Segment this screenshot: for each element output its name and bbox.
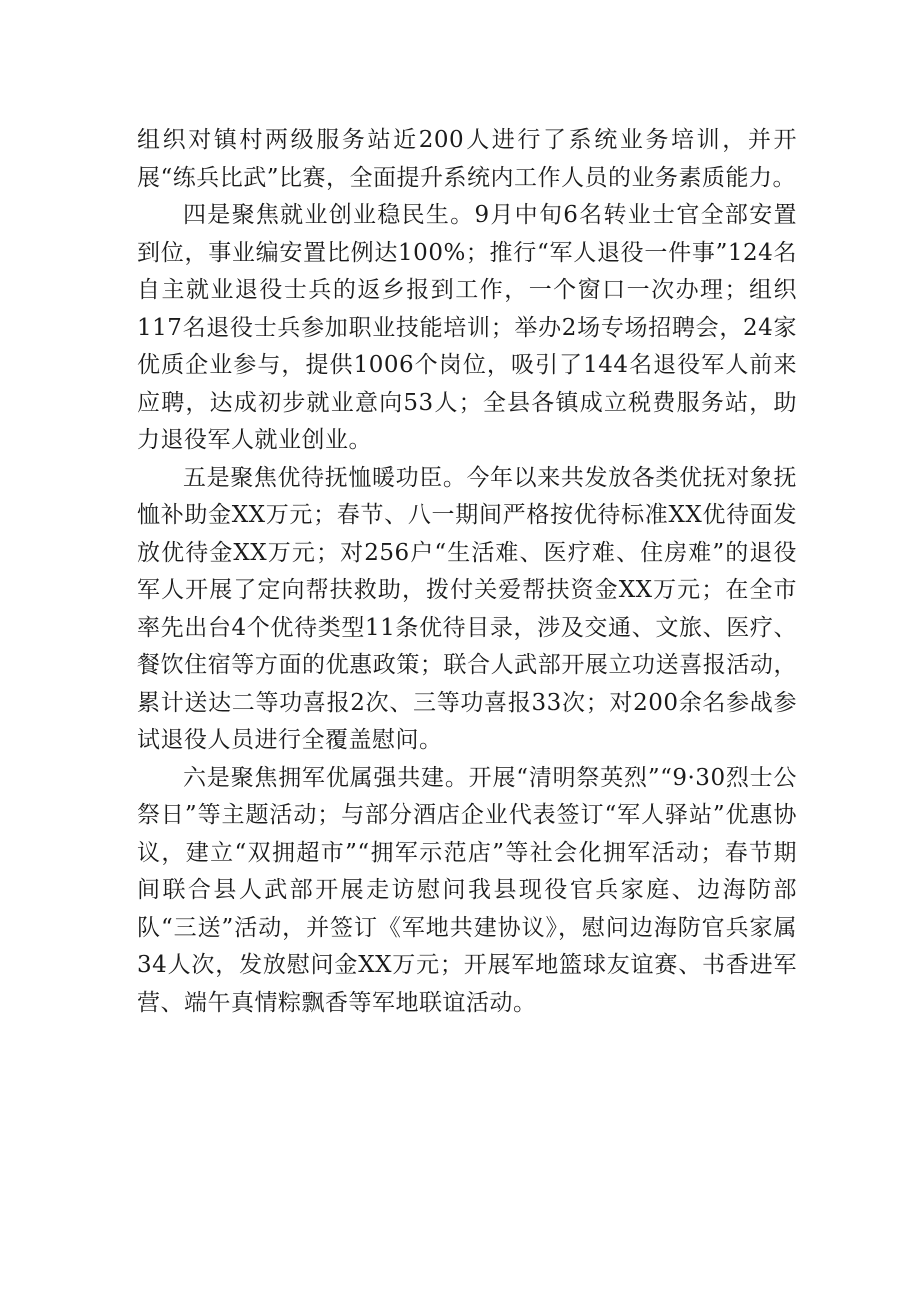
paragraph-continuation: 组织对镇村两级服务站近200人进行了系统业务培训，并开展“练兵比武”比赛，全面提升系统内工作人员的业务素质能力。 — [137, 127, 797, 191]
document-body — [137, 122, 797, 1022]
paragraph-preferential-treatment: 五是聚焦优待抚恤暖功臣。今年以来共发放各类优抚对象抚恤补助金XX万元；春节、八一期间严格按优待标准XX优待面发放优待金XX万元；对256户“生活难、医疗难、住房难”的退役军人开展了定向帮扶救助，拨付关爱帮扶资金XX万元；在全市率先出台4个优待类型11条优待目录，涉及交通、文旅、医疗、餐饮住宿等方面的优惠政策；联合人武部开展立功送喜报活动，累计送达二等功喜报2次、三等功喜报33次；对200余名参战参试退役人员进行全覆盖慰问。 — [137, 464, 797, 753]
paragraph-employment: 四是聚焦就业创业稳民生。9月中旬6名转业士官全部安置到位，事业编安置比例达100%；推行“军人退役一件事”124名自主就业退役士兵的返乡报到工作，一个窗口一次办理；组织117名退役士兵参加职业技能培训；举办2场专场招聘会，24家优质企业参与，提供1006个岗位，吸引了144名退役军人前来应聘，达成初步就业意向53人；全县各镇成立税费服务站，助力退役军人就业创业。 — [137, 202, 797, 453]
paragraph-military-support: 六是聚焦拥军优属强共建。开展“清明祭英烈”“9·30烈士公祭日”等主题活动；与部分酒店企业代表签订“军人驿站”优惠协议，建立“双拥超市”“拥军示范店”等社会化拥军活动；春节期间联合县人武部开展走访慰问我县现役官兵家庭、边海防部队“三送”活动，并签订《军地共建协议》，慰问边海防官兵家属34人次，发放慰问金XX万元；开展军地篮球友谊赛、书香进军营、端午真情粽飘香等军地联谊活动。 — [137, 764, 797, 1016]
